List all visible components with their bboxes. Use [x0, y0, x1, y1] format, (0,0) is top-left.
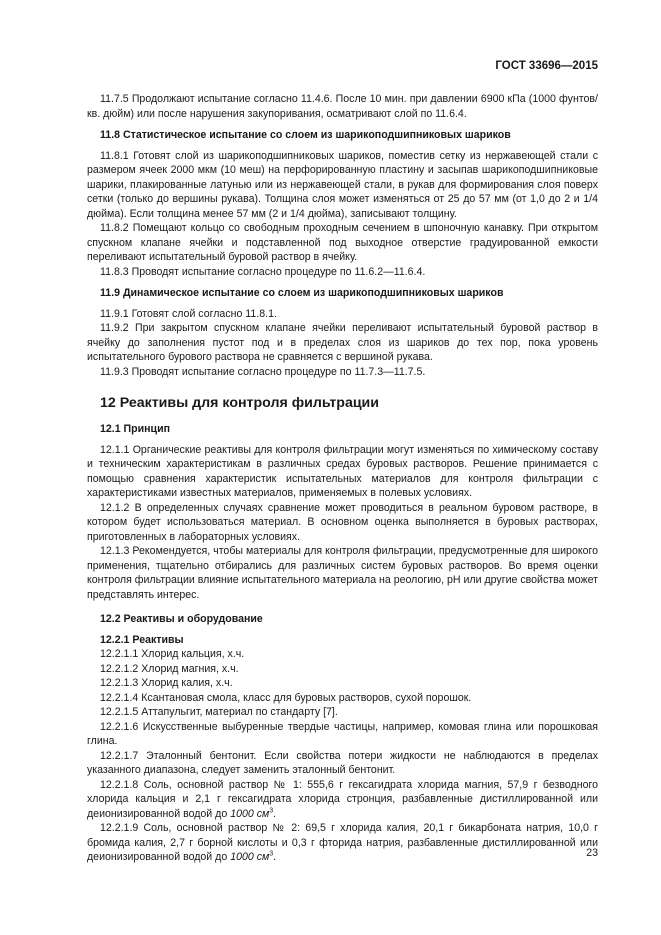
- volume-value: 1000 см: [230, 807, 270, 820]
- heading-11-9: 11.9 Динамическое испытание со слоем из шарикоподшипниковых шариков: [100, 287, 504, 299]
- paragraph-12-1-3: 12.1.3 Рекомендуется, чтобы материалы для контроля фильтрации, предусмотренные для широкого применения, тщательно отбирались для различных систем буровых растворов. Во время оценки контроля фильтрации влияние испытательного материала на реологию, pH или другие свойства может представлять интерес.: [87, 545, 598, 601]
- list-item: 12.2.1.3 Хлорид калия, х.ч.: [100, 677, 233, 689]
- document-header: ГОСТ 33696—2015: [495, 60, 598, 72]
- heading-12-2: 12.2 Реактивы и оборудование: [100, 613, 263, 625]
- list-item: 12.2.1.6 Искусственные выбуренные твердые частицы, например, комовая глина или порошковая глина.: [87, 720, 598, 747]
- heading-12-1: 12.1 Принцип: [100, 423, 170, 435]
- paragraph-12-2-1-8: [87, 778, 598, 822]
- paragraph-text: 12.2.1.8 Соль, основной раствор № 1: 555,6 г гексагидрата хлорида магния, 57,9 г безводного хлорида кальция и 2,1 г гексагидрата хлорида стронция, разбавленные дистиллированной или деионизированной водой до: [87, 778, 598, 820]
- paragraph-12-1-1: 12.1.1 Органические реактивы для контроля фильтрации могут изменяться по химическому составу и техническим характеристикам в различных средах буровых растворов. Решение принимается с помощью сравнения характеристик испытательных материалов для контроля фильтрации с характеристиками известных материалов, применяемых в полевых условиях.: [87, 443, 598, 499]
- page-number: 23: [586, 847, 598, 859]
- paragraph-11-9-2: 11.9.2 При закрытом спускном клапане ячейки переливают испытательный буровой раствор в ячейку до заполнения пустот под и в пределах слоя из шариков до тех пор, пока уровень испытательного бурового раствора не сравняется с вершиной рукава.: [87, 322, 598, 363]
- period: .: [273, 851, 277, 863]
- paragraph-12-2-1-9: [87, 821, 598, 865]
- paragraph-11-7-5: 11.7.5 Продолжают испытание согласно 11.4.6. После 10 мин. при давлении 6900 кПа (1000 фунтов/кв. дюйм) или после нарушения закупоривания, осматривают слой по 11.6.4.: [87, 93, 598, 120]
- heading-12-2-1: 12.2.1 Реактивы: [100, 633, 184, 646]
- heading-12: 12 Реактивы для контроля фильтрации: [100, 395, 380, 411]
- period: .: [273, 807, 277, 820]
- list-item: 12.2.1.4 Ксантановая смола, класс для буровых растворов, сухой порошок.: [100, 691, 472, 704]
- list-item: 12.2.1.5 Аттапульгит, материал по стандарту [7].: [100, 706, 338, 718]
- paragraph-11-8-1: 11.8.1 Готовят слой из шарикоподшипниковых шариков, поместив сетку из нержавеющей стали с размером ячеек 2000 мкм (10 меш) на перфорированную пластину и засыпав шарикоподшипниковые шарики, плакированные латунью или из нержавеющей стали, в рукав для формирования слоя поверх сетки (только до вершины рукава). Толщина слоя может изменяться от 25 до 57 мм (от 1,0 до 2 и 1/4 дюйма). Если толщина менее 57 мм (2 и 1/4 дюйма), записывают толщину.: [87, 149, 598, 220]
- superscript: 3: [269, 806, 274, 814]
- page-body: [87, 92, 598, 865]
- paragraph-11-9-1: 11.9.1 Готовят слой согласно 11.8.1.: [100, 307, 277, 320]
- paragraph-11-8-2: 11.8.2 Помещают кольцо со свободным проходным сечением в шпоночную канавку. При открытом спускном клапане ячейки и подставленной под выходное отверстие градуированной емкости переливают испытательный буровой раствор в ячейку.: [87, 222, 598, 263]
- list-item: 12.2.1.2 Хлорид магния, х.ч.: [100, 662, 239, 675]
- list-item: 12.2.1.7 Эталонный бентонит. Если свойства потери жидкости не наблюдаются в пределах указанного диапазона, следует заменить эталонный бентонит.: [87, 749, 598, 776]
- paragraph-12-1-2: 12.1.2 В определенных случаях сравнение может проводиться в реальном буровом растворе, в котором будет использоваться материал. В основном оценка выполняется в буровых растворах, приготовленных в лабораторных условиях.: [87, 501, 598, 543]
- volume-value: 1000 см: [230, 851, 270, 863]
- heading-11-8: 11.8 Статистическое испытание со слоем из шарикоподшипниковых шариков: [100, 129, 511, 141]
- paragraph-text: 12.2.1.9 Соль, основной раствор № 2: 69,5 г хлорида калия, 20,1 г бикарбоната натрия, 10,0 г бромида калия, 2,7 г борной кислоты и 0,3 г фторида натрия, разбавленные дистиллированной или деионизированной водой до: [87, 822, 598, 863]
- paragraph-11-9-3: 11.9.3 Проводят испытание согласно процедуре по 11.7.3—11.7.5.: [100, 365, 426, 378]
- paragraph-11-8-3: 11.8.3 Проводят испытание согласно процедуре по 11.6.2—11.6.4.: [100, 265, 426, 278]
- superscript: 3: [269, 850, 274, 858]
- list-item: 12.2.1.1 Хлорид кальция, х.ч.: [100, 648, 245, 660]
